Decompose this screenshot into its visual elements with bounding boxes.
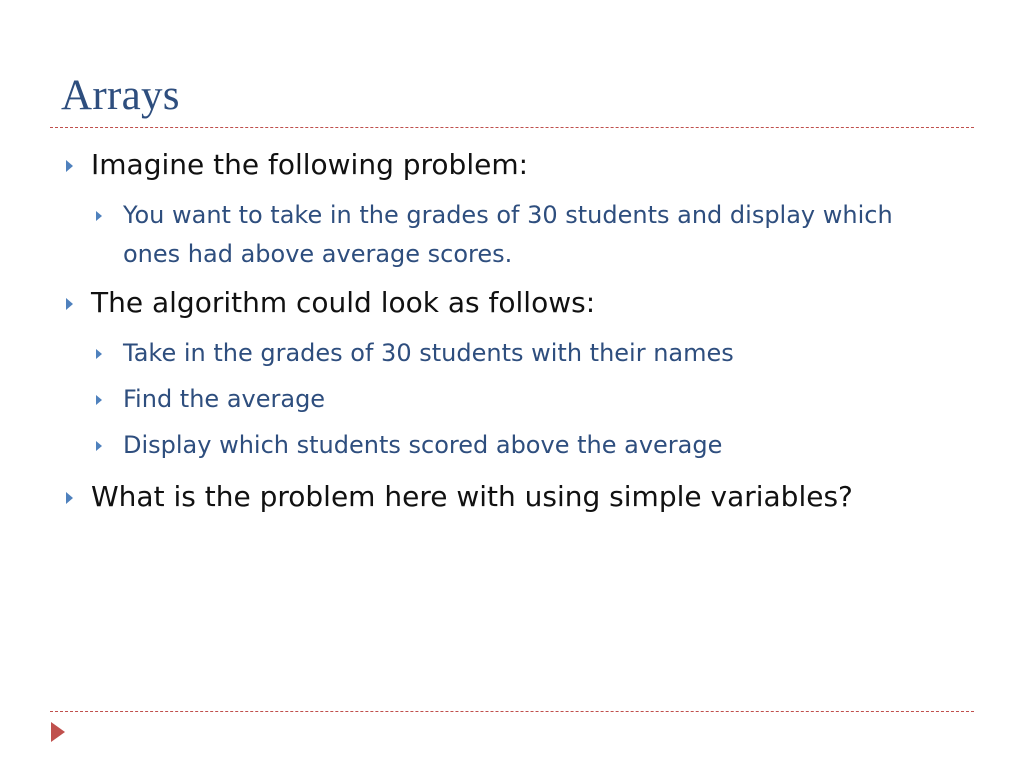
bullet-arrow-icon [66,160,73,172]
bullet-arrow-icon [66,298,73,310]
slide-title: Arrays [61,72,180,119]
bullet-text: The algorithm could look as follows: [91,286,596,319]
sub-bullet-item [123,334,953,373]
sub-bullet-item [123,426,953,465]
bullet-text: Find the average [123,385,326,413]
bullet-item [91,147,971,183]
bullet-arrow-icon [96,211,102,221]
sub-bullet-item [123,196,953,274]
bullet-item [91,285,971,321]
bullet-item [91,479,971,515]
bullet-text: Imagine the following problem: [91,148,529,181]
bullet-arrow-icon [96,441,102,451]
bullet-arrow-icon [96,349,102,359]
bullet-text: What is the problem here with using simple variables? [91,480,853,513]
bullet-text: Display which students scored above the average [123,431,723,459]
bullet-arrow-icon [66,492,73,504]
bullet-arrow-icon [96,395,102,405]
bullet-text: You want to take in the grades of 30 students and display which ones had above average scores. [123,201,893,268]
footer-divider [50,711,974,712]
slide-marker-icon [51,722,65,742]
sub-bullet-item [123,380,953,419]
bullet-text: Take in the grades of 30 students with their names [123,339,734,367]
